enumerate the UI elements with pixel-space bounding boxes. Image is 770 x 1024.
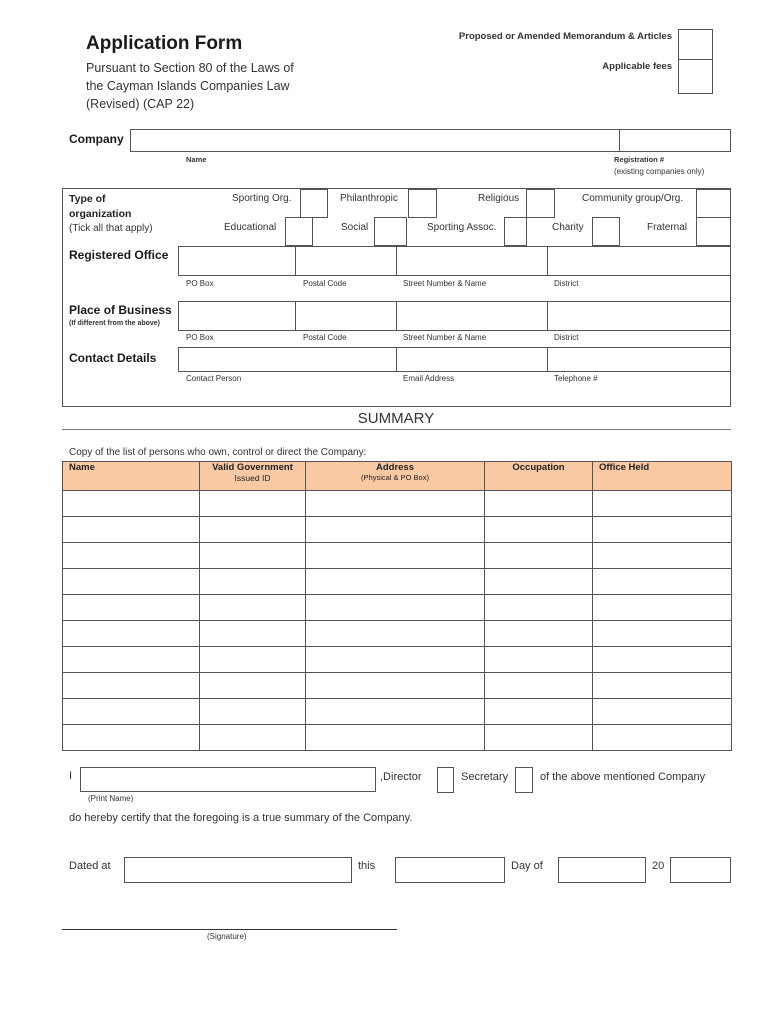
cell-name[interactable] bbox=[63, 543, 200, 569]
form-title: Application Form bbox=[86, 33, 243, 54]
cell-occupation[interactable] bbox=[485, 673, 593, 699]
print-name-field[interactable] bbox=[80, 767, 376, 792]
option-philanthropic-label: Philanthropic bbox=[340, 193, 398, 204]
cell-government-id[interactable] bbox=[200, 543, 306, 569]
cell-office-held[interactable] bbox=[593, 673, 732, 699]
year-prefix-label: 20 bbox=[652, 860, 665, 872]
org-type-label-line1: Type of bbox=[69, 193, 106, 205]
option-charity-label: Charity bbox=[552, 222, 584, 233]
table-row bbox=[63, 647, 732, 673]
column-occupation-label: Occupation bbox=[512, 462, 565, 473]
ownership-table-header bbox=[63, 462, 732, 491]
form-subtitle-line3: (Revised) (CAP 22) bbox=[86, 97, 195, 111]
cell-government-id[interactable] bbox=[200, 647, 306, 673]
registration-number-field[interactable] bbox=[619, 129, 731, 152]
table-row bbox=[63, 621, 732, 647]
column-address bbox=[306, 462, 485, 491]
signature-caption: (Signature) bbox=[207, 932, 247, 941]
cell-office-held[interactable] bbox=[593, 543, 732, 569]
cell-address[interactable] bbox=[306, 647, 485, 673]
cell-office-held[interactable] bbox=[593, 621, 732, 647]
option-sporting-assoc-label: Sporting Assoc. bbox=[427, 222, 497, 233]
option-community-checkbox[interactable] bbox=[696, 189, 731, 218]
cell-occupation[interactable] bbox=[485, 569, 593, 595]
cell-name[interactable] bbox=[63, 725, 200, 751]
director-label: ,Director bbox=[380, 771, 422, 783]
option-charity-checkbox[interactable] bbox=[592, 217, 620, 246]
director-checkbox[interactable] bbox=[437, 767, 454, 793]
place-of-business-note: (If different from the above) bbox=[69, 320, 161, 327]
column-address-sub: (Physical & PO Box) bbox=[361, 473, 429, 482]
cell-office-held[interactable] bbox=[593, 491, 732, 517]
business-street-field[interactable] bbox=[396, 301, 548, 331]
contact-telephone-field[interactable] bbox=[547, 347, 731, 372]
place-of-business-label: Place of Business bbox=[69, 303, 172, 317]
business-district-caption: District bbox=[554, 333, 579, 342]
option-community-label: Community group/Org. bbox=[582, 193, 684, 204]
option-philanthropic-checkbox[interactable] bbox=[408, 189, 437, 218]
summary-intro: Copy of the list of persons who own, control or direct the Company: bbox=[69, 447, 367, 458]
table-row bbox=[63, 595, 732, 621]
table-row bbox=[63, 725, 732, 751]
cell-government-id[interactable] bbox=[200, 621, 306, 647]
month-field[interactable] bbox=[558, 857, 646, 883]
cell-occupation[interactable] bbox=[485, 647, 593, 673]
column-name-label: Name bbox=[69, 462, 95, 473]
cell-address[interactable] bbox=[306, 725, 485, 751]
company-label: Company bbox=[69, 132, 124, 146]
cell-name[interactable] bbox=[63, 699, 200, 725]
contact-telephone-caption: Telephone # bbox=[554, 374, 598, 383]
option-fraternal-label: Fraternal bbox=[647, 222, 688, 233]
business-po-box-caption: PO Box bbox=[186, 333, 214, 342]
dated-at-field[interactable] bbox=[124, 857, 352, 883]
table-row bbox=[63, 517, 732, 543]
business-postal-code-field[interactable] bbox=[295, 301, 397, 331]
cell-address[interactable] bbox=[306, 517, 485, 543]
column-government-id-label: Valid Government bbox=[212, 462, 293, 473]
cell-address[interactable] bbox=[306, 491, 485, 517]
column-government-id-sub: Issued ID bbox=[234, 473, 271, 483]
company-name-field[interactable] bbox=[130, 129, 620, 152]
cell-office-held[interactable] bbox=[593, 725, 732, 751]
column-government-id bbox=[200, 462, 306, 491]
column-occupation bbox=[485, 462, 593, 491]
print-name-caption: (Print Name) bbox=[88, 794, 134, 803]
cell-government-id[interactable] bbox=[200, 673, 306, 699]
business-district-field[interactable] bbox=[547, 301, 731, 331]
table-row bbox=[63, 491, 732, 517]
signature-line[interactable] bbox=[62, 929, 397, 930]
form-subtitle-line2: the Cayman Islands Companies Law bbox=[86, 79, 290, 93]
cell-government-id[interactable] bbox=[200, 699, 306, 725]
cell-government-id[interactable] bbox=[200, 725, 306, 751]
column-name bbox=[63, 462, 200, 491]
cell-office-held[interactable] bbox=[593, 647, 732, 673]
option-social-label: Social bbox=[341, 222, 369, 233]
cell-name[interactable] bbox=[63, 647, 200, 673]
registered-office-postal-code-field[interactable] bbox=[295, 246, 397, 276]
cell-government-id[interactable] bbox=[200, 491, 306, 517]
ownership-table bbox=[62, 461, 732, 751]
cell-address[interactable] bbox=[306, 621, 485, 647]
registered-office-po-box-field[interactable] bbox=[178, 246, 296, 276]
org-type-label-line2: organization bbox=[69, 208, 132, 220]
cell-occupation[interactable] bbox=[485, 491, 593, 517]
table-row bbox=[63, 673, 732, 699]
day-of-label: Day of bbox=[511, 860, 543, 872]
contact-person-caption: Contact Person bbox=[186, 374, 242, 383]
this-label: this bbox=[358, 860, 376, 872]
cell-name[interactable] bbox=[63, 569, 200, 595]
cell-occupation[interactable] bbox=[485, 517, 593, 543]
contact-email-caption: Email Address bbox=[403, 374, 455, 383]
option-religious-checkbox[interactable] bbox=[526, 189, 555, 218]
cell-name[interactable] bbox=[63, 621, 200, 647]
registered-office-street-caption: Street Number & Name bbox=[403, 279, 487, 288]
option-religious-label: Religious bbox=[478, 193, 520, 204]
table-row bbox=[63, 569, 732, 595]
registered-office-po-box-caption: PO Box bbox=[186, 279, 214, 288]
cell-address[interactable] bbox=[306, 699, 485, 725]
proposed-memorandum-label: Proposed or Amended Memorandum & Articles bbox=[458, 31, 672, 42]
cell-address[interactable] bbox=[306, 673, 485, 699]
cell-occupation[interactable] bbox=[485, 699, 593, 725]
contact-details-label: Contact Details bbox=[69, 351, 157, 365]
registration-caption: Registration # bbox=[614, 155, 665, 164]
business-postal-code-caption: Postal Code bbox=[303, 333, 347, 342]
registered-office-district-field[interactable] bbox=[547, 246, 731, 276]
day-field[interactable] bbox=[395, 857, 505, 883]
cell-occupation[interactable] bbox=[485, 543, 593, 569]
cell-name[interactable] bbox=[63, 595, 200, 621]
cell-office-held[interactable] bbox=[593, 595, 732, 621]
business-po-box-field[interactable] bbox=[178, 301, 296, 331]
registered-office-postal-code-caption: Postal Code bbox=[303, 279, 347, 288]
proposed-memorandum-checkbox[interactable] bbox=[678, 29, 713, 60]
column-address-label: Address bbox=[375, 462, 414, 473]
dated-at-label: Dated at bbox=[69, 860, 111, 872]
option-fraternal-checkbox[interactable] bbox=[696, 217, 731, 246]
option-sporting-org-label: Sporting Org. bbox=[232, 193, 292, 204]
cell-name[interactable] bbox=[63, 673, 200, 699]
applicable-fees-field[interactable] bbox=[678, 59, 713, 94]
option-sporting-assoc-checkbox[interactable] bbox=[504, 217, 527, 246]
cell-address[interactable] bbox=[306, 543, 485, 569]
cell-occupation[interactable] bbox=[485, 595, 593, 621]
option-social-checkbox[interactable] bbox=[374, 217, 407, 246]
org-type-note: (Tick all that apply) bbox=[69, 223, 153, 234]
cell-address[interactable] bbox=[306, 569, 485, 595]
registration-note: (existing companies only) bbox=[614, 167, 705, 176]
cell-office-held[interactable] bbox=[593, 517, 732, 543]
form-subtitle-line1: Pursuant to Section 80 of the Laws of bbox=[86, 61, 294, 75]
summary-divider bbox=[62, 429, 731, 430]
cell-occupation[interactable] bbox=[485, 725, 593, 751]
secretary-label: Secretary bbox=[461, 771, 509, 783]
cell-government-id[interactable] bbox=[200, 569, 306, 595]
cell-government-id[interactable] bbox=[200, 517, 306, 543]
year-field[interactable] bbox=[670, 857, 731, 883]
company-name-caption: Name bbox=[186, 155, 207, 164]
option-sporting-org-checkbox[interactable] bbox=[300, 189, 328, 218]
business-street-caption: Street Number & Name bbox=[403, 333, 487, 342]
option-educational-checkbox[interactable] bbox=[285, 217, 313, 246]
cell-office-held[interactable] bbox=[593, 569, 732, 595]
secretary-checkbox[interactable] bbox=[515, 767, 533, 793]
applicable-fees-label: Applicable fees bbox=[602, 61, 672, 72]
contact-email-field[interactable] bbox=[396, 347, 548, 372]
cell-office-held[interactable] bbox=[593, 699, 732, 725]
certify-text: do hereby certify that the foregoing is a true summary of the Company. bbox=[69, 812, 413, 824]
above-company-text: of the above mentioned Company bbox=[540, 771, 706, 783]
cell-name[interactable] bbox=[63, 491, 200, 517]
contact-person-field[interactable] bbox=[178, 347, 397, 372]
table-row bbox=[63, 543, 732, 569]
registered-office-label: Registered Office bbox=[69, 248, 169, 262]
column-office-held-label: Office Held bbox=[599, 462, 650, 473]
option-educational-label: Educational bbox=[224, 222, 277, 233]
ownership-table-body bbox=[63, 491, 732, 751]
column-office-held bbox=[593, 462, 732, 491]
cell-address[interactable] bbox=[306, 595, 485, 621]
table-row bbox=[63, 699, 732, 725]
registered-office-district-caption: District bbox=[554, 279, 579, 288]
cell-name[interactable] bbox=[63, 517, 200, 543]
registered-office-street-field[interactable] bbox=[396, 246, 548, 276]
cell-occupation[interactable] bbox=[485, 621, 593, 647]
summary-heading: SUMMARY bbox=[357, 410, 435, 427]
cert-i-label: I bbox=[69, 770, 73, 782]
cell-government-id[interactable] bbox=[200, 595, 306, 621]
